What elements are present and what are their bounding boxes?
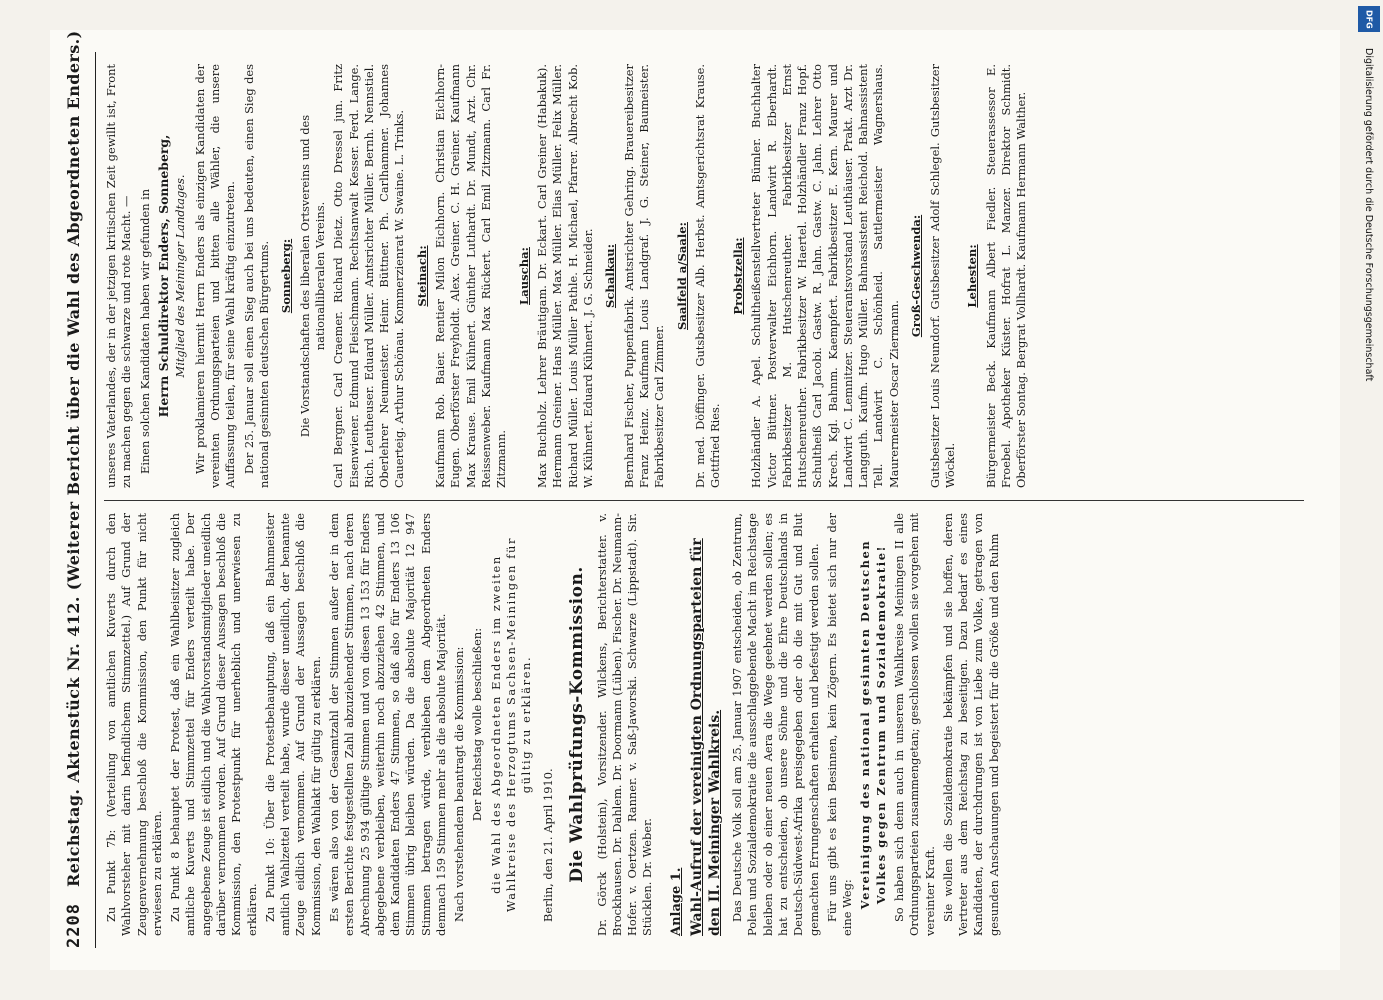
place-heading-schalkau: Schalkau: (603, 243, 618, 309)
paragraph-vote-count: Es wären also von der Gesamtzahl der Stimmen außer der in dem ersten Berichte festgestellten Zahl abzuziehender Stimmen, nach deren Abrechnung 25 934 gültige Stimmen und von diesen 13 153 für Enders abgegebene verbleiben, weiterhin noch abzuziehen 42 Stimmen, und dem Kandidaten Enders 47 Stimmen, so daß also für Enders 13 106 Stimmen übrig bleiben würden. Da die absolute Majorität 12 947 Stimmen betragen würde, verblieben dem Abgeordneten Enders demnach 159 Stimmen mehr als die absolute Majorität. (326, 513, 448, 936)
appeal-paragraph-4: So haben sich denn auch in unserem Wahlkreise Meiningen II alle Ordnungsparteien zusammengetan; geschlossen wollen sie vorgehen mit vereinter Kraft. (891, 512, 937, 936)
paragraph-punkt-7b: Zu Punkt 7b: (Verteilung von amtlichen Kuverts durch den Wahlvorsteher mit darin befindlichem Stimmzettel.) Auf Grund der Zeugenvernehmung beschloß die Kommission, den Punkt für nicht erwiesen zu erklären. (104, 513, 164, 936)
candidate-subtitle: Mitglied des Meininger Landtages. (173, 174, 188, 378)
appeal-paragraph-3: Vereinigung des national gesinnten Deutschen Volkes gegen Zentrum und Sozialdemokratie! (858, 539, 888, 910)
victory-paragraph: Der 25. Januar soll einen Sieg auch bei uns bedeuten, einen Sieg des national gesinnten deutschen Bürgertums. (241, 64, 271, 488)
place-heading-lauscha: Lauscha: (516, 247, 531, 305)
paragraph-punkt-8: Zu Punkt 8 behauptet der Protest, daß ein Wahlbeisitzer zugleich amtliche Kuverts und Stimmzettel für Enders verteilt habe. Der angegebene Zeuge ist eidlich und die Wahlvorstandsmitglieder uneidlich darüber vernommen worden. Auf Grund dieser Aussagen beschloß die Kommission, den Protestpunkt für unerheblich und unerwiesen zu erklären. (168, 513, 259, 936)
signatories-probstzella: Holzhändler A. Apel. Schultheißenstellvertreter Bümler. Buchhalter Victor Büttner. Postverwalter Eichhorn. Landwirt R. Eberhardt. Fabrikbesitzer M. Hutschenreuther. Fabrikbesitzer Ernst Hutschenreuther. Fabrikbesitzer W. Haertel. Holzhändler Franz Hopf. Schultheiß Carl Jacobi. Gastw. R. Jahn. Gastw. C. Jahn. Lehrer Otto Krech. Kgl. Bahnm. Kaempfert. Fabrikbesitzer E. Kern. Maurer und Landwirt C. Lemnitzer. Steuerantsvorstand Leuthäuser. Prakt. Arzt Dr. Langguth. Kaufm. Hugo Müller. Bahnassistent Reichold. Bahnassistent Tell. Landwirt C. Schönheid. Sattlermeister Wagnershaus. Maurermeister Oscar Ziermann. (749, 64, 901, 488)
place-heading-sonneberg: Sonneberg: (279, 238, 294, 314)
place-heading-lehesten: Lehesten: (965, 244, 980, 308)
signatories-gross-geschwenda: Gutsbesitzer Louis Neundorf. Gutsbesitzer Adolf Schlegel. Gutsbesitzer Wöckel. (927, 64, 957, 488)
page-title: Reichstag. Aktenstück Nr. 412. (Weiterer Bericht über die Wahl des Abgeordneten Enders.) (64, 30, 83, 888)
document-date: Berlin, den 21. April 1910. (540, 768, 555, 922)
page-number: 2208 (64, 903, 84, 948)
funding-note (1358, 8, 1380, 992)
appeal-continuation: unseres Vaterlandes, der in der jetzigen kritischen Zeit gewillt ist, Front zu machen gegen die schwarze und rote Macht. — (104, 64, 134, 488)
paragraph-punkt-10: Zu Punkt 10: Über die Protestbehauptung, daß ein Bahnmeister amtlich Wahlzettel verteilt habe, wurde dieser uneidlich, der benannte Zeuge eidlich vernommen. Auf Grund der Aussagen beschloß die Kommission, den Wahlakt für gültig zu erklären. (262, 513, 323, 936)
place-heading-gross-geschwenda: Groß-Geschwenda: (909, 214, 924, 338)
commission-title: Die Wahlprüfungs-Kommission. (566, 566, 587, 883)
signatories-sonneberg-org: Die Vorstandschaften des liberalen Ortsvereins und des nationalliberalen Vereins. (297, 114, 327, 438)
place-heading-steinach: Steinach: (414, 245, 429, 307)
page-header (64, 30, 96, 948)
signatories-lehesten: Bürgermeister Beck. Kaufmann Albert Fiedler. Steuerassessor E. Froebel. Apotheker Küster. Hofrat L. Manzer. Direktor Schmidt. Oberförster Sontag. Bergrat Vollhardt. Kaufmann Hermann Walther. (983, 64, 1029, 488)
signatories-sonneberg-names: Carl Bergner. Carl Craemer. Richard Dietz. Otto Dressel jun. Fritz Eisenwiener. Edmund Fleischmann. Rechtsanwalt Kesser. Ferd. Lange. Rich. Leutheuser. Eduard Müller. Amtsrichter Müller. Bernh. Nennstiel. Oberlehrer Neumeister. Heinr. Büttner. Ph. Carlhammer. Johannes Cauerteig. Arthur Schönau. Kommerzienrat W. Swaine. L. Trinks. (331, 64, 407, 488)
candidate-name: Herrn Schuldirektor Enders, Sonneberg, (155, 134, 171, 418)
appeal-paragraph-2: Für uns gibt es kein Besinnen, kein Zögern. Es bietet sich nur der eine Weg: (824, 513, 855, 936)
signatories-lauscha: Max Buchholz. Lehrer Bräutigam. Dr. Eckart. Carl Greiner (Habakuk). Hermann Greiner. Hans Müller. Max Müller. Elias Müller. Felix Müller. Richard Müller. Louis Müller Pathle. H. Michael, Pfarrer. Albrecht Kob. W. Kühnert. Eduard Kühnert. J. G. Schneider. (535, 64, 595, 488)
candidate-intro: Einen solchen Kandidaten haben wir gefunden in (137, 188, 152, 474)
place-heading-saalfeld: Saalfeld a/Saale: (674, 222, 689, 330)
paragraph-motion-intro: Nach vorstehendem beantragt die Kommission: (452, 646, 467, 922)
signatories-steinach: Kaufmann Rob. Baier. Rentier Milon Eichhorn. Christian Eichhorn-Eugen. Oberförster Freyholdt. Alex. Greiner. C. H. Greiner. Kaufmann Max Krause. Emil Kühnert. Günther Luthardt. Dr. Mundt, Arzt. Chr. Reissenweber. Kaufmann Max Rückert. Carl Emil Zitzmann. Carl Fr. Zitzmann. (433, 64, 509, 488)
signatories-saalfeld: Dr. med. Döffinger. Gutsbesitzer Alb. Herbst. Amtsgerichtsrat Krause. Gottfried Ries. (693, 64, 723, 488)
signatories-schalkau: Bernhard Fischer, Puppenfabrik. Amtsrichter Gehring. Brauereibesitzer Franz Heinz. Kaufmann Louis Landgraf. J. G. Steiner, Baumeister. Fabrikbesitzer Carl Zimmer. (621, 64, 667, 488)
document-page (50, 30, 1340, 970)
commission-members: Dr. Görck (Holstein), Vorsitzender. Wilckens, Berichterstatter. v. Brockhausen. Dr. Dahlem. Dr. Doormann (Lüben). Fischer. Dr. Neumann-Hofer. v. Oertzen. Ranner. v. Saß-Jaworski. Schwarze (Lippstadt). Sir. Stücklen. Dr. Weber. (594, 513, 655, 936)
proclamation-paragraph: Wir proklamieren hiermit Herrn Enders als einzigen Kandidaten der vereinten Ordnungsparteien und bitten alle Wähler, die unsere Auffassung teilen, für seine Wahl kräftig einzutreten. (192, 64, 238, 488)
appeal-paragraph-1: Das Deutsche Volk soll am 25. Januar 1907 entscheiden, ob Zentrum, Polen und Sozialdemokratie die ausschlaggebende Macht im Reichstage bleiben oder ob einer neuen Aera die Wege geebnet werden sollen; es hat zu entscheiden, ob unsere Söhne und die Ehre Deutschlands in Deutsch-Südwest-Afrika preisgegeben oder ob die mit Gut und Blut gemachten Errungenschaften erhalten und befestigt werden sollen. (730, 513, 821, 936)
appeal-title: Wahl-Aufruf der vereinigten Ordnungsparteien für den II. Meininger Wahlkreis. (689, 538, 723, 936)
paragraph-resolution-intro: Der Reichstag wolle beschließen: (470, 627, 485, 822)
appendix-heading: Anlage 1. (668, 867, 684, 936)
dfg-logo: DFG (1358, 6, 1380, 32)
funding-note-text: Digitalisierung gefördert durch die Deutsche Forschungsgemeinschaft (1363, 48, 1374, 382)
place-heading-probstzella: Probstzella: (730, 237, 745, 315)
right-column (104, 52, 1304, 500)
text-columns (104, 52, 1304, 948)
left-column (104, 500, 1304, 948)
paragraph-resolution: die Wahl des Abgeordneten Enders im zweiten Wahlkreise des Herzogtums Sachsen-Meiningen für gültig zu erklären. (488, 537, 534, 913)
appeal-paragraph-5: Sie wollen die Sozialdemokratie bekämpfen und sie hoffen, deren Vertreter aus dem Reichstag zu beseitigen. Dazu bedarf es eines Kandidaten, der durchdrungen ist von Liebe zum Volke, getragen von gesunden Anschauungen und begeistert für die Größe und den Ruhm (940, 513, 1001, 936)
